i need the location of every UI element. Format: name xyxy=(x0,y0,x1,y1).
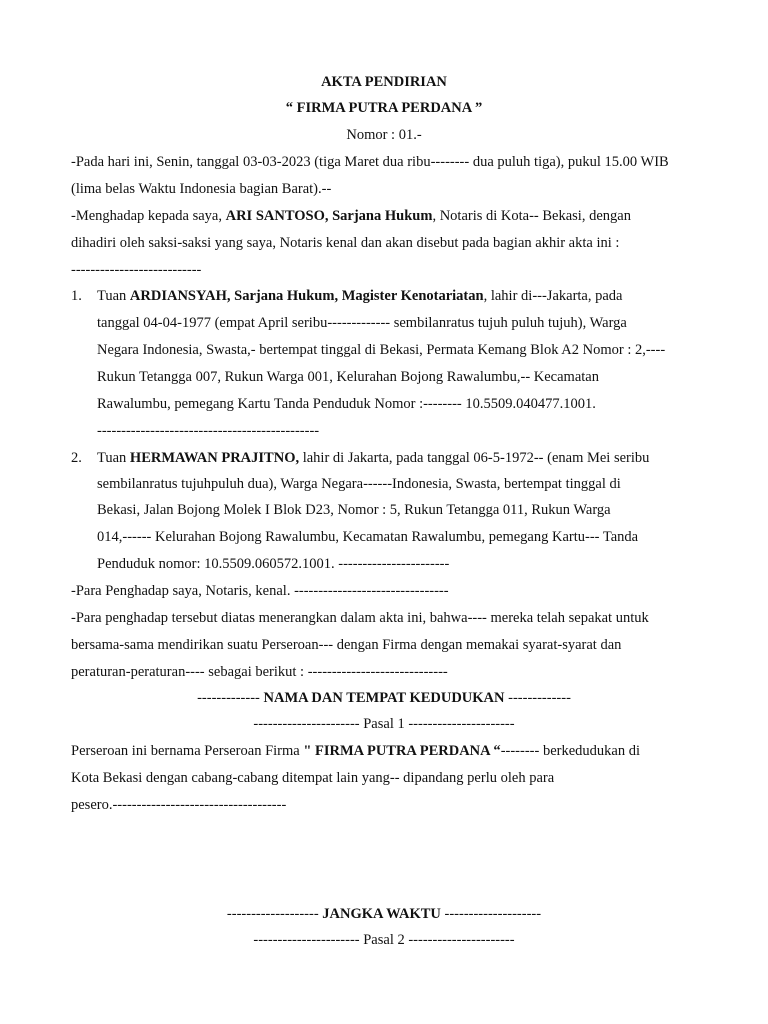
deed-number: Nomor : 01.- xyxy=(346,127,422,143)
party-1-line-3: Negara Indonesia, Swasta,- bertempat tinggal di Bekasi, Permata Kemang Blok A2 Nomor : 2,---- xyxy=(97,342,666,358)
party-1-line-2: tanggal 04-04-1977 (empat April seribu------------- sembilanratus tujuh puluh tujuh), Warga xyxy=(97,315,627,331)
section-1-heading: ------------- NAMA DAN TEMPAT KEDUDUKAN ------------- xyxy=(197,690,571,706)
agreement-line-1: -Para penghadap tersebut diatas menerangkan dalam akta ini, bahwa---- mereka telah sepakat untuk xyxy=(71,610,649,626)
party-1-number: 1. xyxy=(71,288,82,304)
notary-line-2: dihadiri oleh saksi-saksi yang saya, Notaris kenal dan akan disebut pada bagian akhir akta ini : xyxy=(71,235,620,251)
agreement-line-2: bersama-sama mendirikan suatu Perseroan--- dengan Firma dengan memakai syarat-syarat dan xyxy=(71,637,622,653)
party-2-line-5: Penduduk nomor: 10.5509.060572.1001. ----------------------- xyxy=(97,556,450,572)
party-1-line-4: Rukun Tetangga 007, Rukun Warga 001, Kelurahan Bojong Rawalumbu,-- Kecamatan xyxy=(97,369,599,385)
party-1-line-1: Tuan ARDIANSYAH, Sarjana Hukum, Magister Kenotariatan, lahir di---Jakarta, pada xyxy=(97,288,623,304)
pasal-1-line-3: pesero.------------------------------------ xyxy=(71,797,287,813)
agreement-line-3: peraturan-peraturan---- sebagai berikut : ----------------------------- xyxy=(71,664,448,680)
opening-line-1: -Pada hari ini, Senin, tanggal 03-03-2023 (tiga Maret dua ribu-------- dua puluh tiga), pukul 15.00 WIB xyxy=(71,154,669,170)
para-penghadap-line: -Para Penghadap saya, Notaris, kenal. -------------------------------- xyxy=(71,583,449,599)
pasal-2-label: ---------------------- Pasal 2 ---------------------- xyxy=(253,932,515,948)
section-2-heading: ------------------- JANGKA WAKTU -------------------- xyxy=(226,906,542,922)
notary-line-1: -Menghadap kepada saya, ARI SANTOSO, Sarjana Hukum, Notaris di Kota-- Bekasi, dengan xyxy=(71,208,631,224)
party-1-dashes: ---------------------------------------------- xyxy=(97,423,320,439)
party-2-line-4: 014,------ Kelurahan Bojong Rawalumbu, Kecamatan Rawalumbu, pemegang Kartu--- Tanda xyxy=(97,529,639,545)
pasal-1-line-2: Kota Bekasi dengan cabang-cabang ditempat lain yang-- dipandang perlu oleh para xyxy=(71,770,555,786)
pasal-1-label: ---------------------- Pasal 1 ---------------------- xyxy=(253,716,515,732)
notary-dashes: --------------------------- xyxy=(71,262,202,278)
pasal-1-line-1: Perseroan ini bernama Perseroan Firma " FIRMA PUTRA PERDANA “-------- berkedudukan di xyxy=(71,743,640,759)
party-1-line-5: Rawalumbu, pemegang Kartu Tanda Penduduk Nomor :-------- 10.5509.040477.1001. xyxy=(97,396,596,412)
party-2-line-1: Tuan HERMAWAN PRAJITNO, lahir di Jakarta, pada tanggal 06-5-1972-- (enam Mei seribu xyxy=(97,450,650,466)
party-2-line-3: Bekasi, Jalan Bojong Molek I Blok D23, Nomor : 5, Rukun Tetangga 011, Rukun Warga xyxy=(97,502,611,518)
firm-name-heading: “ FIRMA PUTRA PERDANA ” xyxy=(285,100,483,116)
deed-title: AKTA PENDIRIAN xyxy=(321,74,447,90)
party-2-line-2: sembilanratus tujuhpuluh dua), Warga Negara------Indonesia, Swasta, bertempat tinggal di xyxy=(97,476,621,492)
opening-line-2: (lima belas Waktu Indonesia bagian Barat).-- xyxy=(71,181,332,197)
party-2-number: 2. xyxy=(71,450,82,466)
